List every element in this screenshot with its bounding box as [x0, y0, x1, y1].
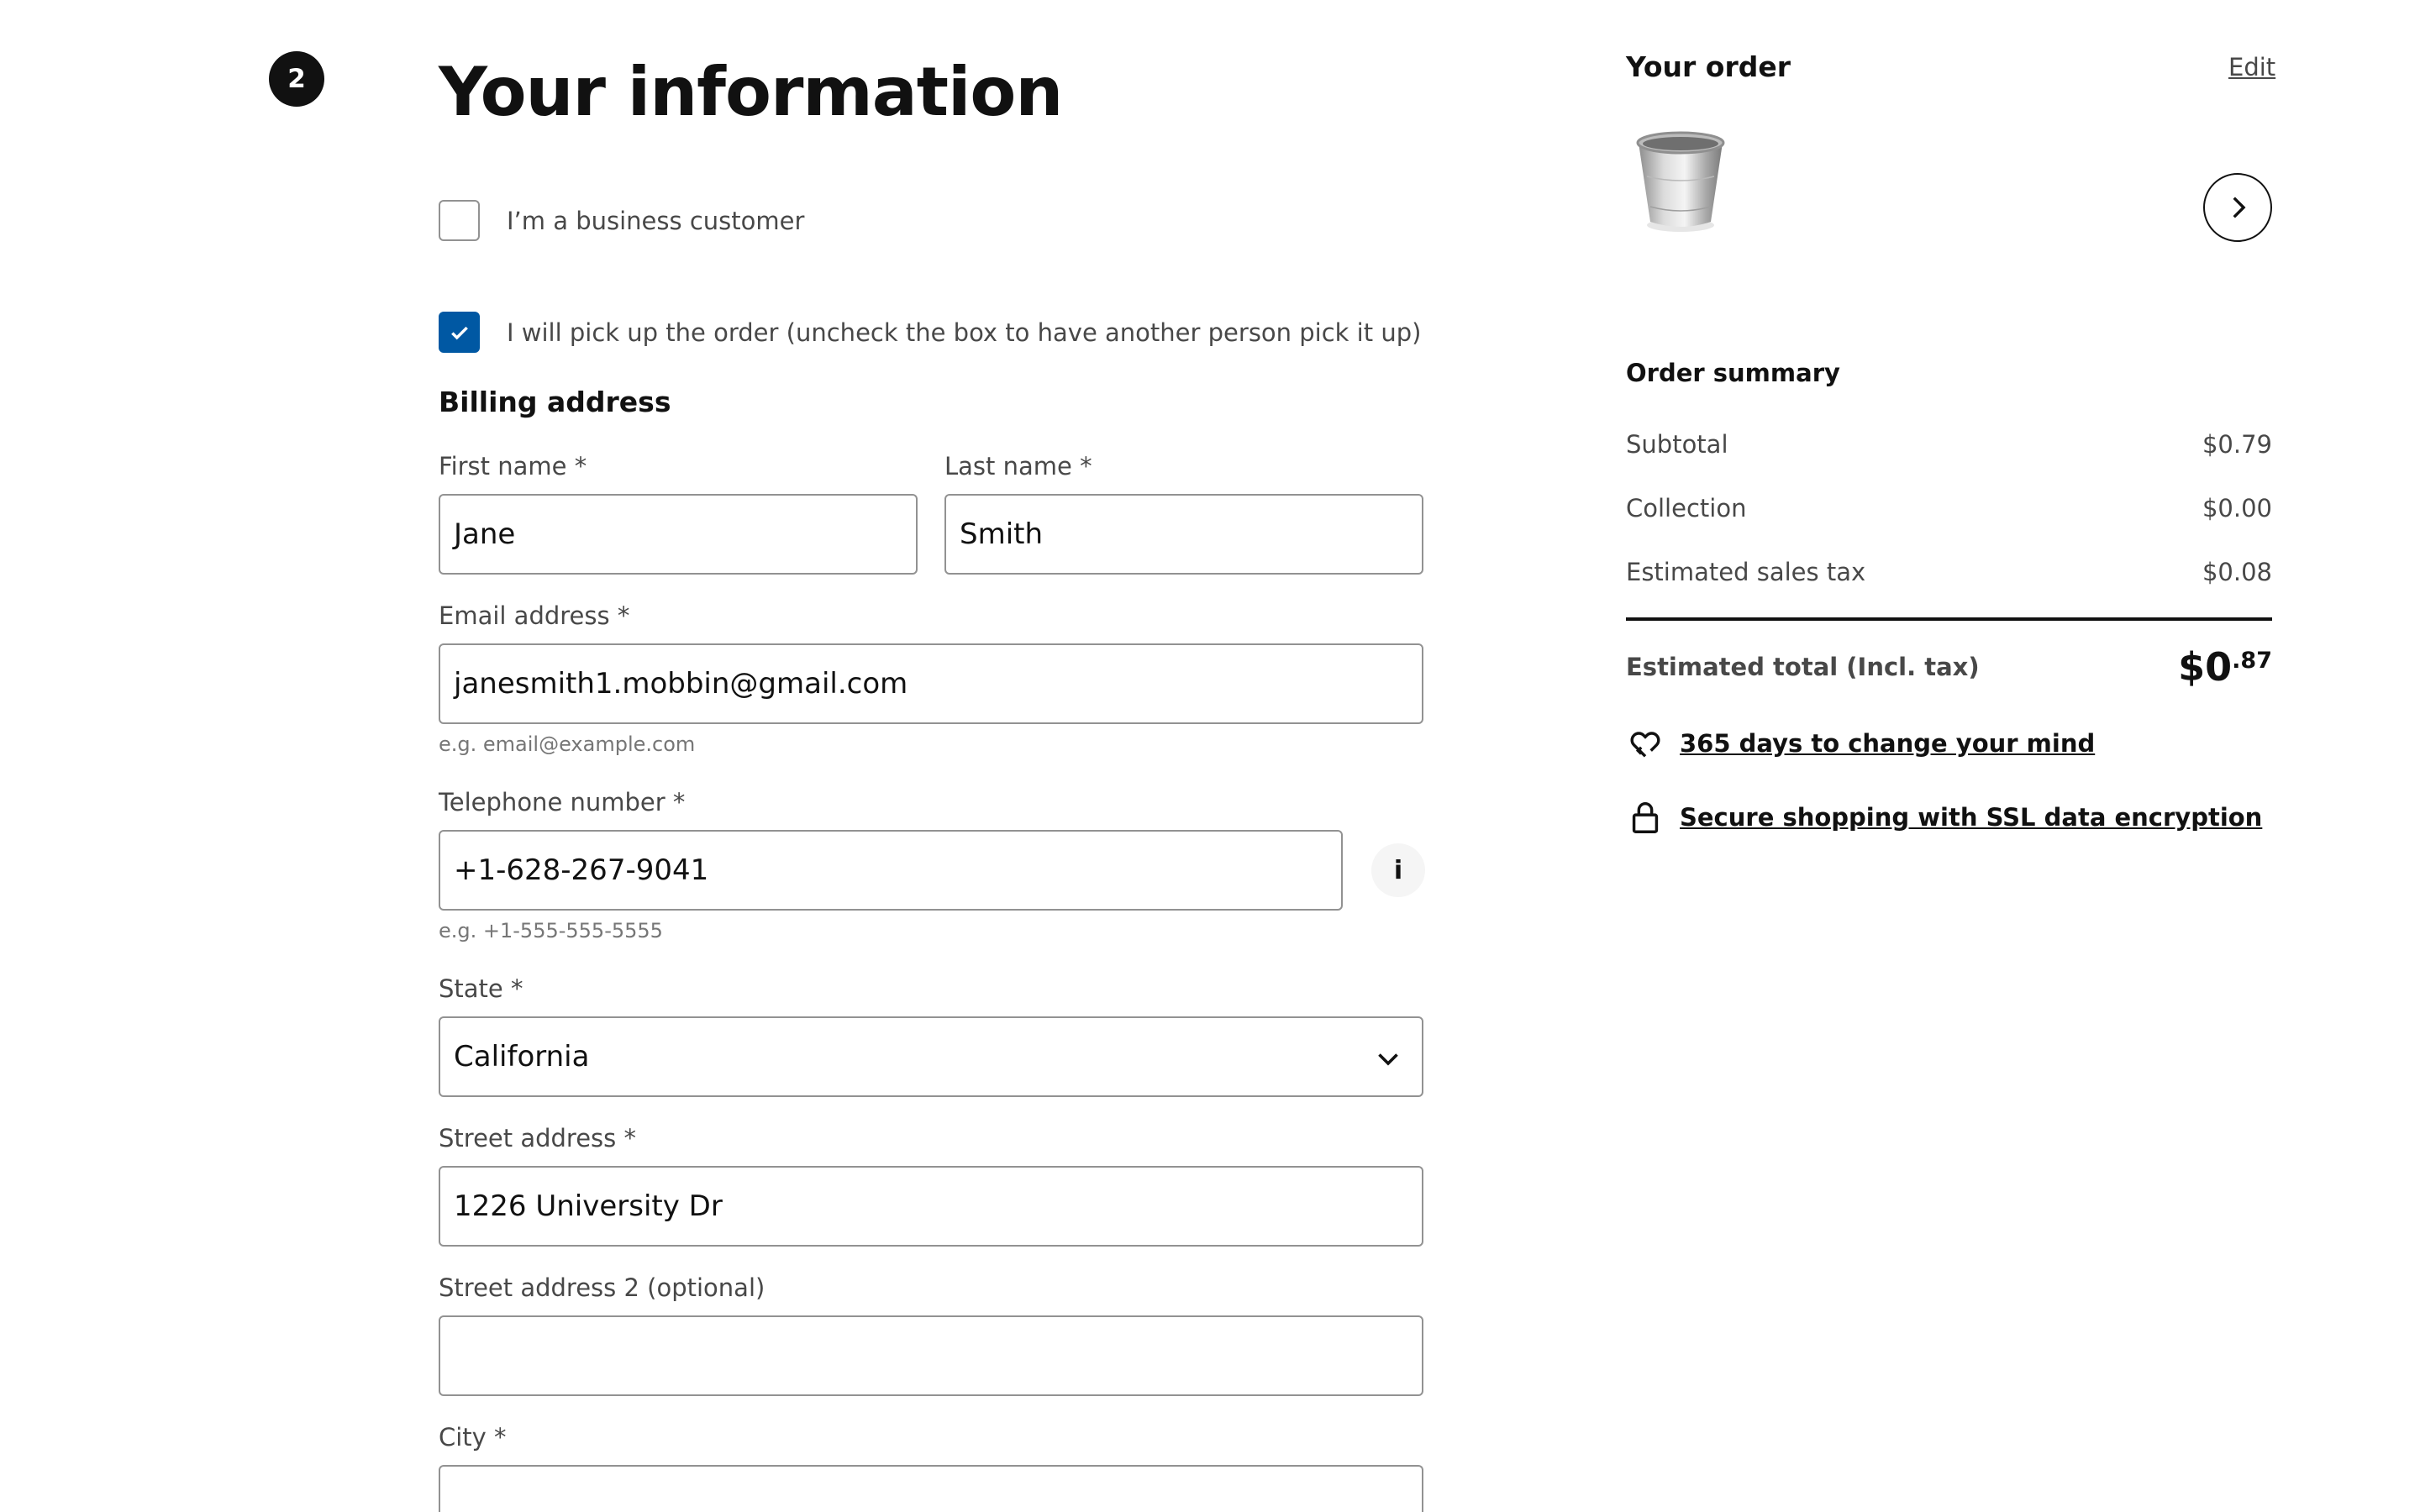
- edit-order-link[interactable]: Edit: [2228, 53, 2276, 81]
- chevron-down-icon: [1373, 1043, 1403, 1074]
- phone-info-button[interactable]: [1371, 843, 1425, 897]
- self-pickup-checkbox[interactable]: [439, 312, 480, 353]
- total-price-main: $0: [2178, 644, 2233, 690]
- checkmark-icon: [449, 322, 471, 344]
- state-value: California: [454, 1040, 590, 1074]
- order-summary-title: Order summary: [1626, 359, 1840, 387]
- chevron-right-icon: [2223, 193, 2252, 222]
- summary-divider: [1626, 617, 2272, 621]
- summary-value: $0.00: [2202, 494, 2272, 522]
- info-icon: i: [1393, 855, 1403, 885]
- city-field[interactable]: [439, 1465, 1423, 1512]
- your-order-title: Your order: [1626, 50, 1791, 83]
- total-price: [2178, 645, 2272, 689]
- self-pickup-label: I will pick up the order (uncheck the box to have another person pick it up): [507, 318, 1422, 347]
- phone-value: +1-628-267-9041: [454, 853, 709, 887]
- summary-label: Collection: [1626, 494, 1747, 522]
- summary-label: Estimated sales tax: [1626, 558, 1866, 586]
- change-mind-promo[interactable]: [1626, 724, 2095, 763]
- business-customer-option[interactable]: [439, 200, 804, 241]
- business-customer-label: I’m a business customer: [507, 206, 805, 235]
- ssl-link[interactable]: Secure shopping with SSL data encryption: [1680, 803, 2263, 832]
- summary-value: $0.08: [2202, 558, 2272, 586]
- street-address-value: 1226 University Dr: [454, 1189, 723, 1223]
- next-product-button[interactable]: [2203, 173, 2272, 242]
- business-customer-checkbox[interactable]: [439, 200, 480, 241]
- email-field[interactable]: [439, 643, 1423, 724]
- phone-field[interactable]: [439, 830, 1343, 911]
- phone-hint: e.g. +1-555-555-5555: [439, 919, 663, 942]
- street-address-2-label: Street address 2 (optional): [439, 1273, 765, 1302]
- summary-total-row: [1626, 645, 2272, 689]
- summary-row-sales-tax: [1626, 558, 2272, 586]
- street-address-field[interactable]: [439, 1166, 1423, 1247]
- metal-bucket-image: [1628, 126, 1733, 235]
- last-name-value: Smith: [960, 517, 1044, 551]
- billing-address-heading: Billing address: [439, 386, 671, 418]
- first-name-field[interactable]: [439, 494, 918, 575]
- summary-row-collection: [1626, 494, 2272, 522]
- total-price-cents: .87: [2232, 648, 2272, 674]
- ssl-promo[interactable]: [1626, 798, 2262, 837]
- page-title: Your information: [439, 53, 1063, 131]
- summary-label: Subtotal: [1626, 430, 1728, 459]
- first-name-value: Jane: [454, 517, 516, 551]
- state-select[interactable]: [439, 1016, 1423, 1097]
- first-name-label: First name *: [439, 452, 587, 480]
- email-value: janesmith1.mobbin@gmail.com: [454, 667, 908, 701]
- street-address-2-field[interactable]: [439, 1315, 1423, 1396]
- lock-icon: [1626, 798, 1665, 837]
- total-label: Estimated total (Incl. tax): [1626, 653, 1980, 681]
- heart-return-icon: [1626, 724, 1665, 763]
- self-pickup-option[interactable]: [439, 312, 1421, 353]
- last-name-label: Last name *: [944, 452, 1092, 480]
- city-label: City *: [439, 1423, 507, 1452]
- state-label: State *: [439, 974, 523, 1003]
- summary-value: $0.79: [2202, 430, 2272, 459]
- email-hint: e.g. email@example.com: [439, 732, 696, 756]
- step-number-badge: 2: [269, 51, 324, 107]
- phone-label: Telephone number *: [439, 788, 686, 816]
- summary-row-subtotal: [1626, 430, 2272, 459]
- email-label: Email address *: [439, 601, 630, 630]
- change-mind-link[interactable]: 365 days to change your mind: [1680, 729, 2096, 758]
- last-name-field[interactable]: [944, 494, 1423, 575]
- street-address-label: Street address *: [439, 1124, 636, 1152]
